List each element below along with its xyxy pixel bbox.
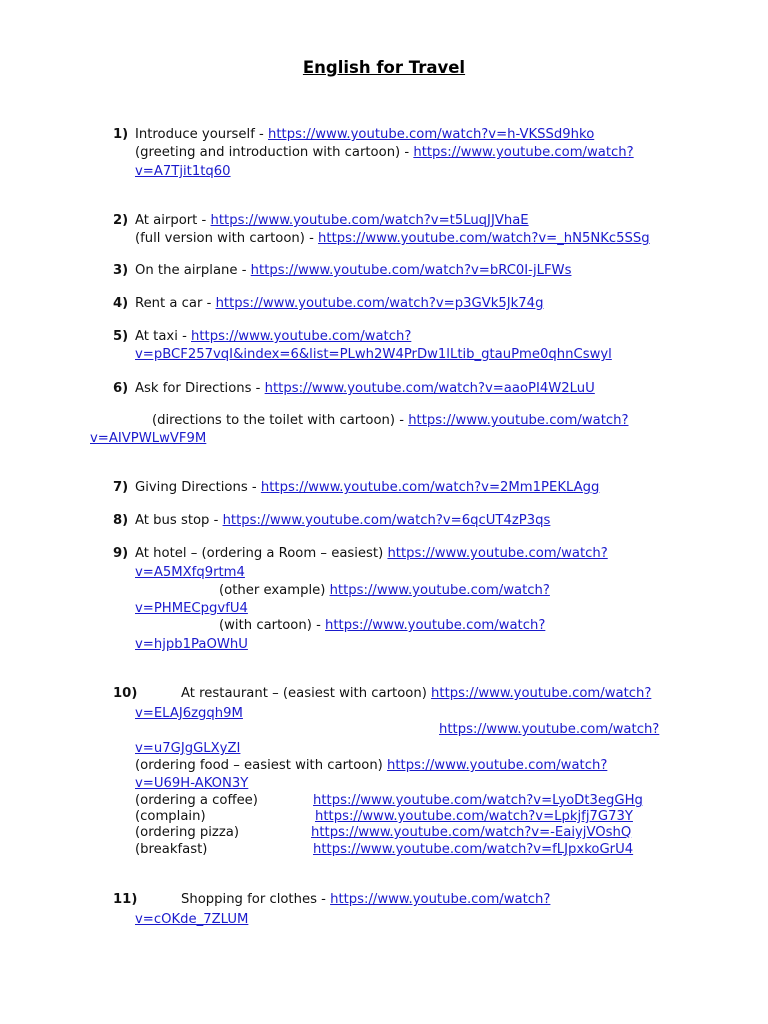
item-label: Ask for Directions - https://www.youtube.com/watch?v=aaoPI4W2LuU: [135, 381, 595, 396]
item-number: 2): [113, 213, 129, 228]
video-link[interactable]: v=ELAJ6zgqh9M: [135, 706, 243, 721]
item-number: 4): [113, 296, 129, 311]
item-number: 11): [113, 892, 138, 907]
item-number: 3): [113, 263, 129, 278]
item-label: (ordering food – easiest with cartoon) https://www.youtube.com/watch?: [135, 758, 608, 773]
item-label: (full version with cartoon) - https://www.youtube.com/watch?v=_hN5NKc5SSg: [135, 231, 650, 246]
item-label: (with cartoon) - https://www.youtube.com/watch?: [219, 618, 546, 633]
item-number: 1): [113, 127, 129, 142]
video-link[interactable]: https://www.youtube.com/watch?: [325, 618, 546, 633]
item-label: (other example) https://www.youtube.com/watch?: [219, 583, 550, 598]
video-link[interactable]: v=cOKde_7ZLUM: [135, 912, 249, 927]
video-link[interactable]: v=U69H-AKON3Y: [135, 776, 249, 791]
page-title: English for Travel: [302, 58, 466, 77]
item-label: At restaurant – (easiest with cartoon) https://www.youtube.com/watch?: [181, 686, 652, 701]
video-link[interactable]: https://www.youtube.com/watch?v=fLJpxkoGrU4: [313, 842, 634, 857]
item-label: (complain): [135, 809, 206, 824]
video-link[interactable]: v=hjpb1PaOWhU: [135, 637, 248, 652]
video-link[interactable]: https://www.youtube.com/watch?: [191, 329, 412, 344]
video-link[interactable]: https://www.youtube.com/watch?v=6qcUT4zP3qs: [222, 513, 551, 528]
item-number: 7): [113, 480, 129, 495]
video-link[interactable]: https://www.youtube.com/watch?v=LyoDt3egGHg: [313, 793, 643, 808]
video-link[interactable]: v=A5MXfq9rtm4: [135, 565, 245, 580]
item-label: Shopping for clothes - https://www.youtube.com/watch?: [181, 892, 551, 907]
video-link[interactable]: v=A7Tjit1tq60: [135, 164, 231, 179]
item-label: At airport - https://www.youtube.com/watch?v=t5LuqJJVhaE: [135, 213, 529, 228]
video-link[interactable]: https://www.youtube.com/watch?v=2Mm1PEKLAgg: [260, 480, 600, 495]
item-label: (ordering pizza): [135, 825, 239, 840]
item-label: At bus stop - https://www.youtube.com/watch?v=6qcUT4zP3qs: [135, 513, 551, 528]
item-label: On the airplane - https://www.youtube.com/watch?v=bRC0I-jLFWs: [135, 263, 572, 278]
video-link[interactable]: v=pBCF257vqI&index=6&list=PLwh2W4PrDw1lLtib_gtauPme0qhnCswyl: [135, 347, 612, 362]
item-label: Giving Directions - https://www.youtube.com/watch?v=2Mm1PEKLAgg: [135, 480, 600, 495]
item-label: (greeting and introduction with cartoon) - https://www.youtube.com/watch?: [135, 145, 634, 160]
video-link[interactable]: v=PHMECpgvfU4: [135, 601, 248, 616]
item-label: (breakfast): [135, 842, 208, 857]
item-number: 5): [113, 329, 129, 344]
video-link[interactable]: https://www.youtube.com/watch?: [330, 892, 551, 907]
video-link[interactable]: https://www.youtube.com/watch?: [408, 413, 629, 428]
item-label: At taxi - https://www.youtube.com/watch?: [135, 329, 412, 344]
video-link[interactable]: https://www.youtube.com/watch?v=h-VKSSd9hko: [268, 127, 595, 142]
video-link[interactable]: https://www.youtube.com/watch?v=p3GVk5Jk74g: [215, 296, 544, 311]
video-link[interactable]: https://www.youtube.com/watch?v=-EaiyjVOshQ: [311, 825, 632, 840]
video-link[interactable]: https://www.youtube.com/watch?v=_hN5NKc5SSg: [318, 231, 650, 246]
item-number: 8): [113, 513, 129, 528]
video-link[interactable]: https://www.youtube.com/watch?v=bRC0I-jLFWs: [250, 263, 572, 278]
video-link[interactable]: https://www.youtube.com/watch?v=Lpkjfj7G73Y: [315, 809, 633, 824]
item-label: Rent a car - https://www.youtube.com/watch?v=p3GVk5Jk74g: [135, 296, 544, 311]
item-number: 10): [113, 686, 138, 701]
video-link[interactable]: https://www.youtube.com/watch?: [413, 145, 634, 160]
item-number: 9): [113, 546, 129, 561]
video-link[interactable]: https://www.youtube.com/watch?v=t5LuqJJVhaE: [210, 213, 529, 228]
video-link[interactable]: https://www.youtube.com/watch?: [431, 686, 652, 701]
item-label: (directions to the toilet with cartoon) - https://www.youtube.com/watch?: [152, 413, 629, 428]
item-number: 6): [113, 381, 129, 396]
video-link[interactable]: https://www.youtube.com/watch?: [329, 583, 550, 598]
item-label: At hotel – (ordering a Room – easiest) https://www.youtube.com/watch?: [135, 546, 608, 561]
video-link[interactable]: https://www.youtube.com/watch?: [387, 758, 608, 773]
video-link[interactable]: https://www.youtube.com/watch?v=aaoPI4W2LuU: [264, 381, 595, 396]
video-link[interactable]: https://www.youtube.com/watch?: [439, 722, 660, 737]
item-label: Introduce yourself - https://www.youtube.com/watch?v=h-VKSSd9hko: [135, 127, 595, 142]
video-link[interactable]: v=u7GJgGLXyZI: [135, 741, 241, 756]
video-link[interactable]: https://www.youtube.com/watch?: [387, 546, 608, 561]
video-link[interactable]: v=AIVPWLwVF9M: [90, 431, 207, 446]
item-label: (ordering a coffee): [135, 793, 258, 808]
